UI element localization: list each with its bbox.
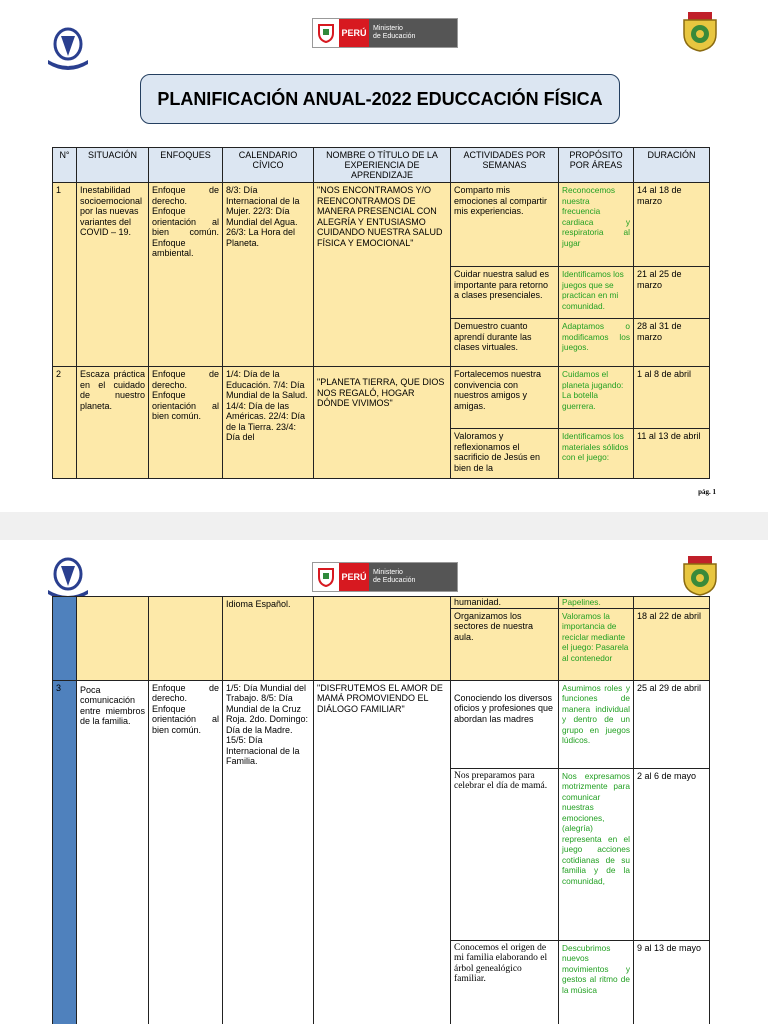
ministerio-label: [369, 19, 457, 47]
column-header-n: N°: [53, 148, 77, 183]
table-row: [53, 367, 710, 429]
column-header-actividades: ACTIVIDADES POR SEMANAS: [451, 148, 559, 183]
minedu-logo: [312, 562, 458, 592]
enfoques-cell: Enfoque de derecho. Enfoque orientación al bien común. Enfoque ambiental.: [149, 183, 223, 367]
actividad-cell: Comparto mis emociones al compartir mis experiencias.: [451, 183, 559, 267]
duracion-cell: 2 al 6 de mayo: [634, 768, 710, 940]
enfoques-cell: Enfoque de derecho. Enfoque orientación al bien común.: [149, 680, 223, 1024]
duracion-cell: 14 al 18 de marzo: [634, 183, 710, 267]
page-2: [0, 540, 768, 1024]
ministerio-line-1: Ministerio: [373, 569, 403, 576]
titulo-cell: "NOS ENCONTRAMOS Y/O REENCONTRAMOS DE MANERA PRESENCIAL CON ALEGRÍA Y ENTUSIASMO CUIDANDO NUESTRA SALUD FÍSICA Y EMOCIONAL": [314, 183, 451, 367]
duracion-cell: 11 al 13 de abril: [634, 429, 710, 479]
enfoques-cell: Enfoque de derecho. Enfoque orientación al bien común.: [149, 367, 223, 479]
actividad-cell: Organizamos los sectores de nuestra aula.: [451, 608, 559, 680]
peru-label: PERÚ: [339, 19, 369, 47]
calendario-cell: 8/3: Día Internacional de la Mujer. 22/3: Día Mundial del Agua. 26/3: La Hora del Planeta.: [223, 183, 314, 367]
duracion-cell: 9 al 13 de mayo: [634, 940, 710, 1024]
titulo-cell: "DISFRUTEMOS EL AMOR DE MAMÁ PROMOVIENDO EL DIÁLOGO FAMILIAR": [314, 680, 451, 1024]
page-number: pág. 1: [698, 488, 716, 496]
table-row: [53, 183, 710, 267]
column-header-titulo: NOMBRE O TÍTULO DE LA EXPERIENCIA DE APRENDIZAJE: [314, 148, 451, 183]
school-logo-icon: [44, 556, 92, 600]
column-header-enfoques: ENFOQUES: [149, 148, 223, 183]
actividad-cell: Valoramos y reflexionamos el sacrificio de Jesús en bien de la: [451, 429, 559, 479]
calendario-cell: 1/4: Día de la Educación. 7/4: Día Mundial de la Salud. 14/4: Día de las Américas. 22/4: Día de la Tierra. 23/4: Día del: [223, 367, 314, 479]
minedu-logo: [312, 18, 458, 48]
peru-label: PERÚ: [339, 563, 369, 591]
column-header-duracion: DURACIÓN: [634, 148, 710, 183]
table-row: [53, 597, 710, 609]
column-header-proposito: PROPÓSITO POR ÁREAS: [559, 148, 634, 183]
proposito-cell: Nos expresamos motrizmente para comunicar nuestras emociones, (alegría) representa en el juego acciones cotidianas de su familia y de la comunidad,: [559, 768, 634, 940]
calendario-cell: 1/5: Día Mundial del Trabajo. 8/5: Día Mundial de la Cruz Roja. 2do. Domingo: Día de la Madre. 15/5: Día Internacional de la Familia.: [223, 680, 314, 1024]
enfoques-cell: [149, 597, 223, 681]
row-number: 2: [53, 367, 77, 479]
titulo-cell: "PLANETA TIERRA, QUE DIOS NOS REGALÓ, HOGAR DÓNDE VIVIMOS": [314, 367, 451, 479]
proposito-cell: Cuidamos el planeta jugando: La botella guerrera.: [559, 367, 634, 429]
planning-table-page-2: [52, 596, 710, 1024]
calendario-cell: Idioma Español.: [223, 597, 314, 681]
row-number: 3: [53, 680, 77, 1024]
ministerio-line-2: de Educación: [373, 33, 416, 40]
svg-text:·: ·: [67, 64, 69, 69]
document-title: PLANIFICACIÓN ANUAL-2022 EDUCCACIÓN FÍSICA: [157, 88, 603, 109]
actividad-cell: Demuestro cuanto aprendí durante las clases virtuales.: [451, 319, 559, 367]
actividad-cell: Cuidar nuestra salud es importante para retorno a clases presenciales.: [451, 267, 559, 319]
row-number: 1: [53, 183, 77, 367]
proposito-cell: Papelines.: [559, 597, 634, 609]
planning-table-page-1: [52, 147, 710, 479]
proposito-cell: Descubrimos nuevos movimientos y gestos al ritmo de la música: [559, 940, 634, 1024]
duracion-cell: [634, 597, 710, 609]
school-crest-icon: [682, 12, 718, 52]
table-row: [53, 680, 710, 768]
proposito-cell: Reconocemos nuestra frecuencia cardiaca y respiratoria al jugar: [559, 183, 634, 267]
duracion-cell: 28 al 31 de marzo: [634, 319, 710, 367]
peru-shield-icon: [313, 563, 339, 591]
duracion-cell: 21 al 25 de marzo: [634, 267, 710, 319]
situacion-cell: Inestabilidad socioemocional por las nuevas variantes del COVID – 19.: [77, 183, 149, 367]
page-gap: [0, 512, 768, 540]
actividad-cell: Conociendo los diversos oficios y profesiones que abordan las madres: [451, 680, 559, 768]
titulo-cell: [314, 597, 451, 681]
row-number: [53, 597, 77, 681]
situacion-cell: Escaza práctica en el cuidado de nuestro planeta.: [77, 367, 149, 479]
actividad-cell: humanidad.: [451, 597, 559, 609]
column-header-calendario: CALENDARIO CÍVICO: [223, 148, 314, 183]
proposito-cell: Adaptamos o modificamos los juegos.: [559, 319, 634, 367]
ministerio-line-2: de Educación: [373, 577, 416, 584]
actividad-cell: Nos preparamos para celebrar el día de mamá.: [451, 768, 559, 940]
situacion-cell: Poca comunicación entre miembros de la familia.: [77, 680, 149, 1024]
actividad-cell: Fortalecemos nuestra convivencia con nuestros amigos y amigas.: [451, 367, 559, 429]
school-logo-icon: [44, 26, 92, 70]
peru-shield-icon: [313, 19, 339, 47]
duracion-cell: 25 al 29 de abril: [634, 680, 710, 768]
actividad-cell: Conocemos el origen de mi familia elaborando el árbol genealógico familiar.: [451, 940, 559, 1024]
ministerio-label: [369, 563, 457, 591]
proposito-cell: Asumimos roles y funciones de manera individual y dentro de un grupo en juegos lúdicos.: [559, 680, 634, 768]
duracion-cell: 1 al 8 de abril: [634, 367, 710, 429]
table-header-row: [53, 148, 710, 183]
column-header-situacion: SITUACIÓN: [77, 148, 149, 183]
ministerio-line-1: Ministerio: [373, 25, 403, 32]
school-crest-icon: [682, 556, 718, 596]
situacion-cell: [77, 597, 149, 681]
duracion-cell: 18 al 22 de abril: [634, 608, 710, 680]
proposito-cell: Identificamos los materiales sólidos con el juego:: [559, 429, 634, 479]
proposito-cell: Valoramos la importancia de reciclar mediante el juego: Pasarela al contenedor: [559, 608, 634, 680]
proposito-cell: Identificamos los juegos que se practican en mi comunidad.: [559, 267, 634, 319]
document-title-box: [140, 74, 620, 124]
